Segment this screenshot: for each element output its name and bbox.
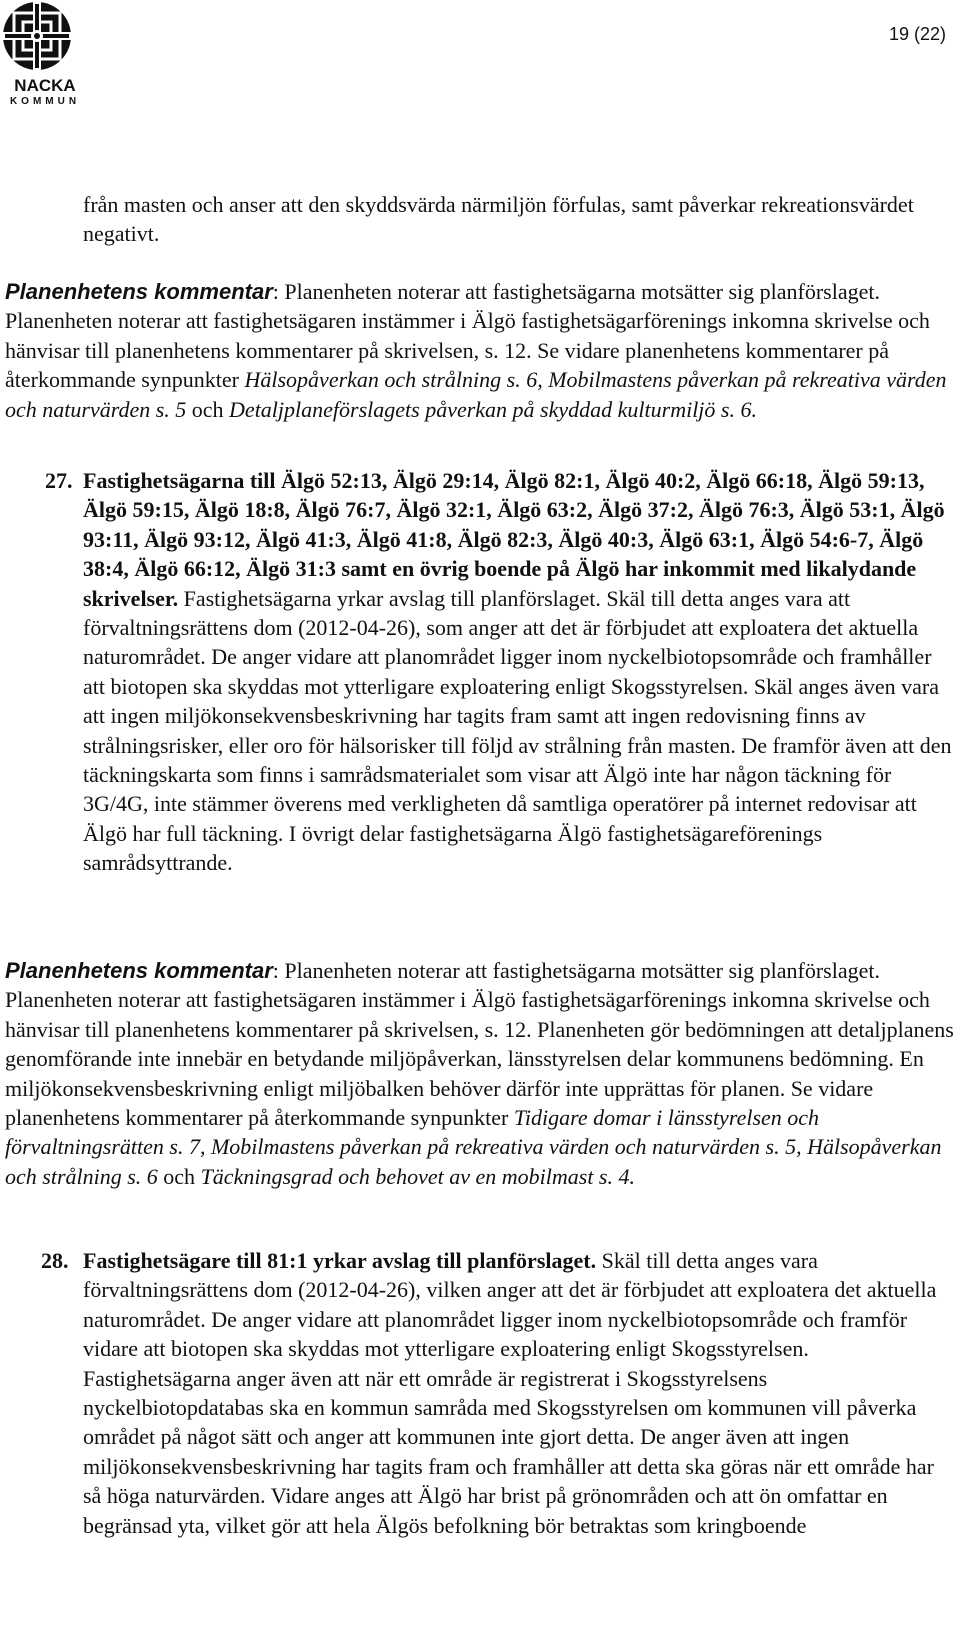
comment-text: och: [186, 396, 230, 422]
comment-text: : Planenheten noterar att fastighetsägarna motsätter sig planförslaget. Planenheten noterar att fastighetsägaren instämmer i Älgö fastighetsägarförenings inkomna skrivelse och hänvisar till planenhetens kommentarer på skrivelsen, s. 12. Se vidare planenhetens kommentarer på återkommande synpunkter: [5, 279, 930, 393]
nacka-logo: [0, 0, 90, 112]
comment-heading: Planenhetens kommentar: [5, 279, 273, 304]
submission-heading: Fastighetsägare till 81:1 yrkar avslag till planförslaget.: [83, 1248, 597, 1273]
submission-text: Skäl till detta anges vara förvaltningsrättens dom (2012-04-26), vilken anger att det är förbjudet att exploatera det aktuella naturområdet. De anger vidare att planområdet ligger inom nyckelbiotopsområde och framför vidare att biotopen ska skyddas mot ytterligare exploatering enligt Skogsstyrelsen. Fastighetsägarna anger även att när ett område är registrerat i Skogsstyrelsens nyckelbiotopdatabas ska en kommun samråda med Skogsstyrelsen om kommunen vill påverka området på något sätt och anger att kommunen inte gjort detta. De anger även att ingen miljökonsekvensbeskrivning har tagits fram och framhåller att detta ska göras när ett område har så höga naturvärden. Vidare anges att Älgö har brist på grönområden och att ön omfattar en begränsad yta, vilket gör att hela Älgös befolkning bör betraktas som kringboende: [83, 1248, 937, 1538]
continued-paragraph: från masten och anser att den skyddsvärda närmiljön förfulas, samt påverkar rekreationsvärdet negativt.: [83, 192, 914, 247]
nacka-emblem-icon: [0, 0, 90, 78]
comment-reference: Hälsopåverkan och strålning s. 6, Mobilmastens påverkan på rekreativa värden och naturvärden s. 5: [5, 367, 947, 422]
submission-heading: Fastighetsägarna till Älgö 52:13, Älgö 29:14, Älgö 82:1, Älgö 40:2, Älgö 66:18, Älgö 59:13, Älgö 59:15, Älgö 18:8, Älgö 76:7, Älgö 32:1, Älgö 63:2, Älgö 37:2, Älgö 76:3, Älgö 53:1, Älgö 93:11, Älgö 93:12, Älgö 41:3, Älgö 41:8, Älgö 82:3, Älgö 40:3, Älgö 63:1, Älgö 54:6-7, Älgö 38:4, Älgö 66:12, Älgö 31:3 samt en övrig boende på Älgö har inkommit med likalydande skrivelser.: [83, 468, 945, 611]
submission-text: Fastighetsägarna yrkar avslag till planförslaget. Skäl till detta anges vara att förvaltningsrättens dom (2012-04-26), som anger att det är förbjudet att exploatera det aktuella naturområdet. De anger vidare att planområdet ligger inom nyckelbiotopsområde och framhåller att biotopen ska skyddas mot ytterligare exploatering enligt Skogsstyrelsen. Skäl anges även vara att ingen miljökonsekvensbeskrivning har tagits fram samt att ingen redovisning finns av strålningsrisker, eller oro för hälsorisker till följd av strålning från masten. De framför även att den täckningskarta som finns i samrådsmaterialet som visar att Älgö inte har någon täckning för 3G/4G, inte stämmer överens med verkligheten då samtliga operatörer på internet redovisar att Älgö har full täckning. I övrigt delar fastighetsägarna Älgö fastighetsägareförenings samrådsyttrande.: [83, 585, 952, 876]
submission-28: [83, 1246, 953, 1540]
submission-27: [83, 466, 953, 878]
comment-reference: Tidigare domar i länsstyrelsen och förvaltningsrätten s. 7, Mobilmastens påverkan på rekreativa värden och naturvärden s. 5, Hälsopåverkan och strålning s. 6: [5, 1105, 942, 1189]
planning-comment-1: [5, 277, 955, 424]
page-number: 19 (22): [888, 24, 946, 44]
comment-heading: Planenhetens kommentar: [5, 958, 273, 983]
item-number: 27.: [45, 468, 73, 493]
logo-subtitle: KOMMUN: [9, 96, 81, 107]
comment-reference: Täckningsgrad och behovet av en mobilmast s. 4.: [200, 1163, 635, 1189]
comment-text: : Planenheten noterar att fastighetsägarna motsätter sig planförslaget. Planenheten noterar att fastighetsägaren instämmer i Älgö fastighetsägarförenings inkomna skrivelse och hänvisar till planenhetens kommentarer på skrivelsen, s. 12. Planenheten gör bedömningen att detaljplanens genomförande inte innebär en betydande miljöpåverkan, länsstyrelsen delar kommunens bedömning. En miljökonsekvensbeskrivning enligt miljöbalken behöver därför inte upprättas för planen. Se vidare planenhetens kommentarer på återkommande synpunkter: [5, 958, 954, 1131]
planning-comment-2: [5, 956, 955, 1191]
comment-text: och: [157, 1163, 201, 1189]
item-number: 28.: [41, 1248, 69, 1273]
comment-reference: Detaljplaneförslagets påverkan på skyddad kulturmiljö s. 6.: [229, 396, 757, 422]
logo-name: NACKA: [14, 76, 76, 95]
